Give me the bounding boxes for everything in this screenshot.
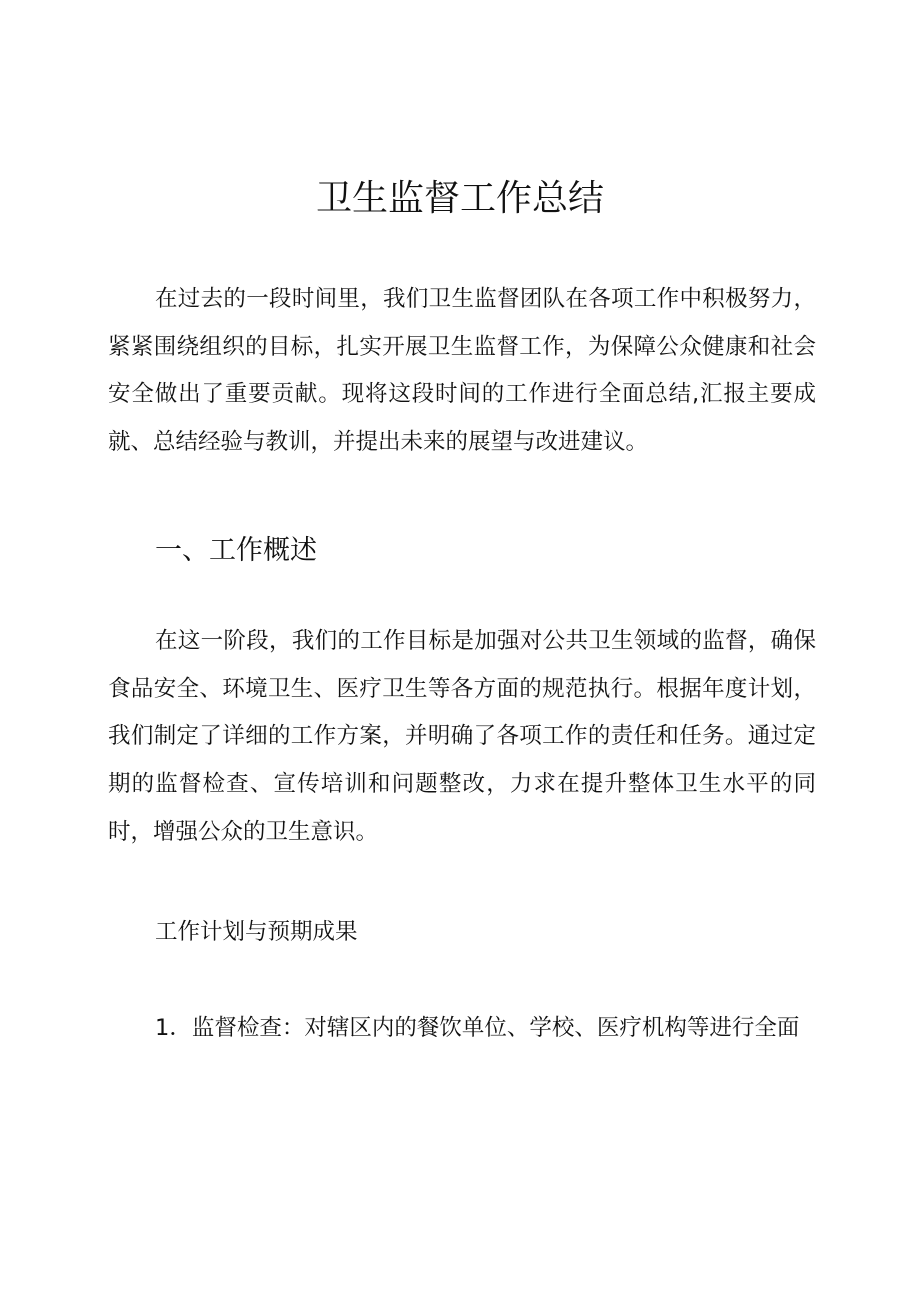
document-title: 卫生监督工作总结	[315, 178, 604, 219]
overview-paragraph: 在这一阶段，我们的工作目标是加强对公共卫生领域的监督，确保食品安全、环境卫生、医疗卫生等各方面的规范执行。根据年度计划，我们制定了详细的工作方案，并明确了各项工作的责任和任务。通过定期的监督检查、宣传培训和问题整改，力求在提升整体卫生水平的同时，增强公众的卫生意识。	[108, 628, 816, 845]
section-heading-overview: 一、工作概述	[155, 535, 317, 566]
list-item: 1．监督检查：对辖区内的餐饮单位、学校、医疗机构等进行全面	[155, 1015, 800, 1041]
subheading-plan: 工作计划与预期成果	[155, 919, 358, 945]
intro-paragraph: 在过去的一段时间里，我们卫生监督团队在各项工作中积极努力，紧紧围绕组织的目标，扎实开展卫生监督工作，为保障公众健康和社会安全做出了重要贡献。现将这段时间的工作进行全面总结,汇报主要成就、总结经验与教训，并提出未来的展望与改进建议。	[108, 286, 816, 456]
